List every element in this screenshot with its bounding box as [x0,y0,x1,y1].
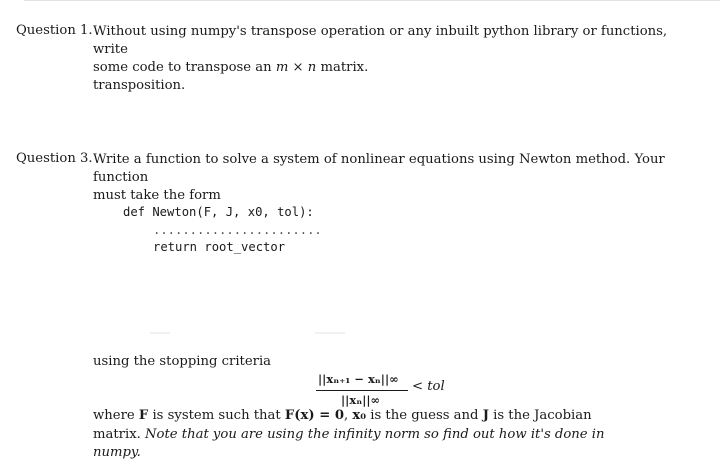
question-1-line-3: transposition. [93,78,186,93]
equation-Fx: F(x) = 0 [284,408,345,423]
fraction-denominator: ||xₙ||∞ [341,393,381,407]
fraction-rhs [412,379,445,394]
where-mid-2: , [344,408,353,423]
numpy-line: numpy. [93,445,141,460]
code-return: return root_vector [153,240,286,254]
q1-line2-text: some code to transpose an [93,60,276,75]
where-mid-1: is system such that [148,408,285,423]
faint-mark [150,332,170,334]
less-than: < [412,379,428,394]
symbol-x0: x₀ [352,408,367,423]
q1-line2-end: matrix. [316,60,369,75]
symbol-F: F [138,408,149,423]
math-m: m [275,60,289,75]
question-1-label: Question 1. [16,23,93,38]
fraction-bar [316,390,408,391]
code-ellipsis: ....................... [153,223,322,237]
matrix-word: matrix. [93,426,146,442]
where-mid-3: is the guess and [366,408,483,423]
question-3-line-2: must take the form [93,188,221,203]
question-1-line-2 [93,59,693,77]
top-divider [24,0,720,1]
math-n: n [307,60,317,75]
question-3-intro [93,151,693,205]
tol-symbol: tol [427,379,445,394]
where-text: where [93,408,139,423]
criteria-text: using the stopping criteria [93,354,272,369]
code-signature: def Newton(F, J, x0, tol): [123,205,314,219]
question-3-line-1: Write a function to solve a system of nonlinear equations using Newton method. Your function [93,152,665,185]
question-1-text [93,23,693,95]
times-symbol: × [288,60,308,75]
note-italic: Note that you are using the infinity norm so find out how it's done in [145,426,605,442]
where-end: is the Jacobian [488,408,592,423]
where-paragraph [93,407,693,463]
question-1-line-1: Without using numpy's transpose operation or any inbuilt python library or functions, write [93,24,668,57]
fraction-numerator: ||xₙ₊₁ − xₙ||∞ [318,372,399,386]
symbol-J: J [482,408,489,423]
where-line [93,407,693,426]
faint-mark [315,332,345,334]
question-3-label: Question 3. [16,151,93,166]
note-line [93,426,693,445]
